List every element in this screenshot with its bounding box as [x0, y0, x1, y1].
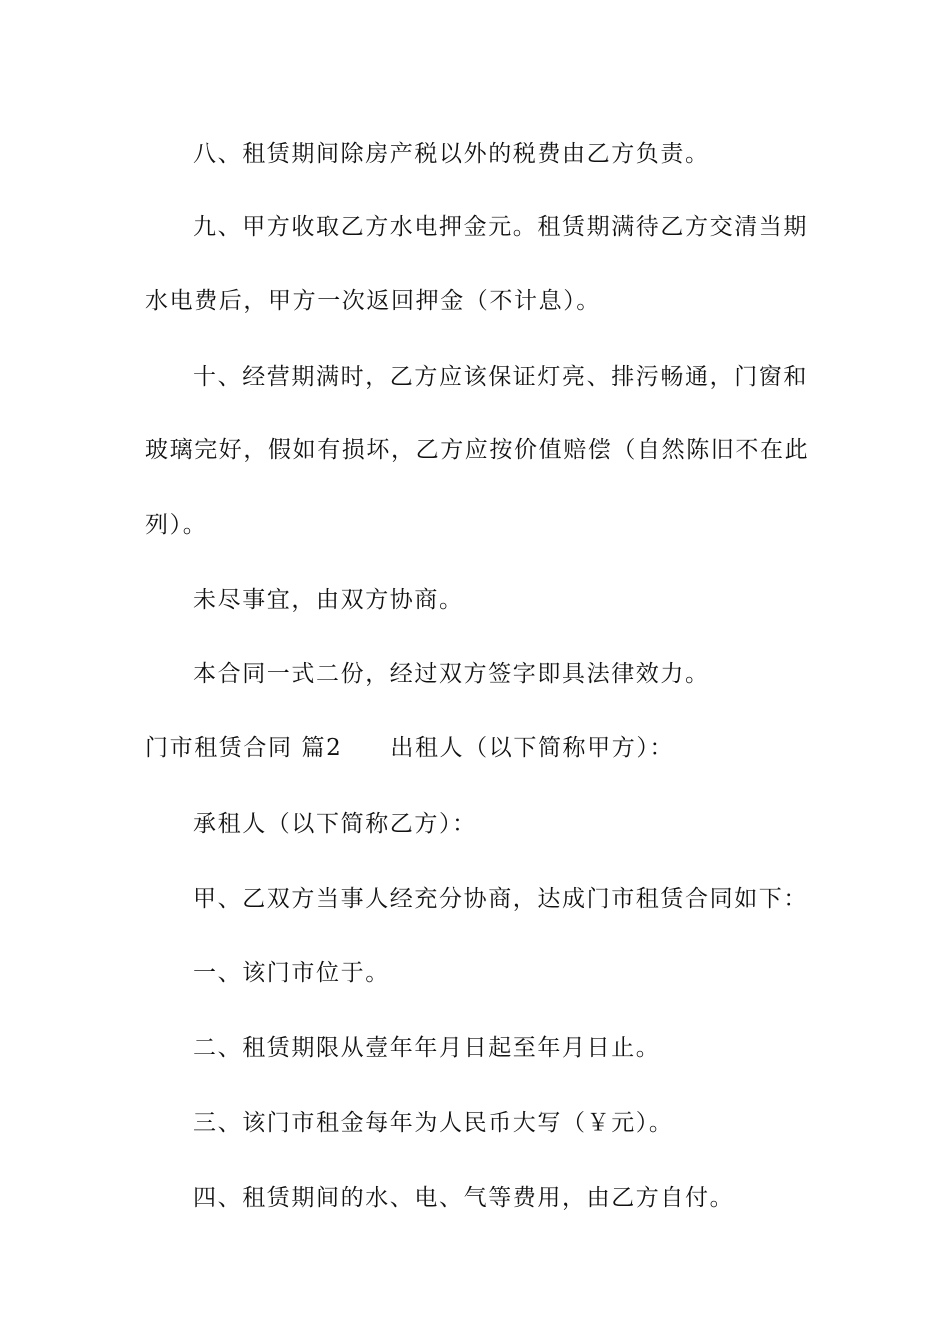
clause-10-line-2: 玻璃完好，假如有损坏，乙方应按价值赔偿（自然陈旧不在此: [145, 437, 810, 463]
clause-9-line-1: 九、甲方收取乙方水电押金元。租赁期满待乙方交清当期: [193, 214, 808, 240]
clause-4: 四、租赁期间的水、电、气等费用，由乙方自付。: [193, 1185, 735, 1211]
clause-1: 一、该门市位于。: [193, 960, 390, 986]
section-heading: [145, 733, 825, 763]
lessee-label: 承租人（以下简称乙方）：: [193, 811, 477, 837]
contract-copies: 本合同一式二份，经过双方签字即具法律效力。: [193, 661, 710, 687]
clause-8: 八、租赁期间除房产税以外的税费由乙方负责。: [193, 141, 710, 167]
clause-10-line-1: 十、经营期满时，乙方应该保证灯亮、排污畅通，门窗和: [193, 364, 808, 390]
clause-3: 三、该门市租金每年为人民币大写（￥元）。: [193, 1110, 674, 1136]
agreement-intro: 甲、乙双方当事人经充分协商，达成门市租赁合同如下：: [193, 886, 808, 912]
clause-2: 二、租赁期限从壹年年月日起至年月日止。: [193, 1035, 661, 1061]
remaining-matters: 未尽事宜，由双方协商。: [193, 587, 464, 613]
lessor-label: 出租人（以下简称甲方）：: [390, 735, 675, 761]
clause-10-line-3: 列）。: [145, 512, 208, 538]
section-title: 门市租赁合同 篇2: [145, 735, 343, 761]
clause-9-line-2: 水电费后，甲方一次返回押金（不计息）。: [145, 288, 601, 314]
